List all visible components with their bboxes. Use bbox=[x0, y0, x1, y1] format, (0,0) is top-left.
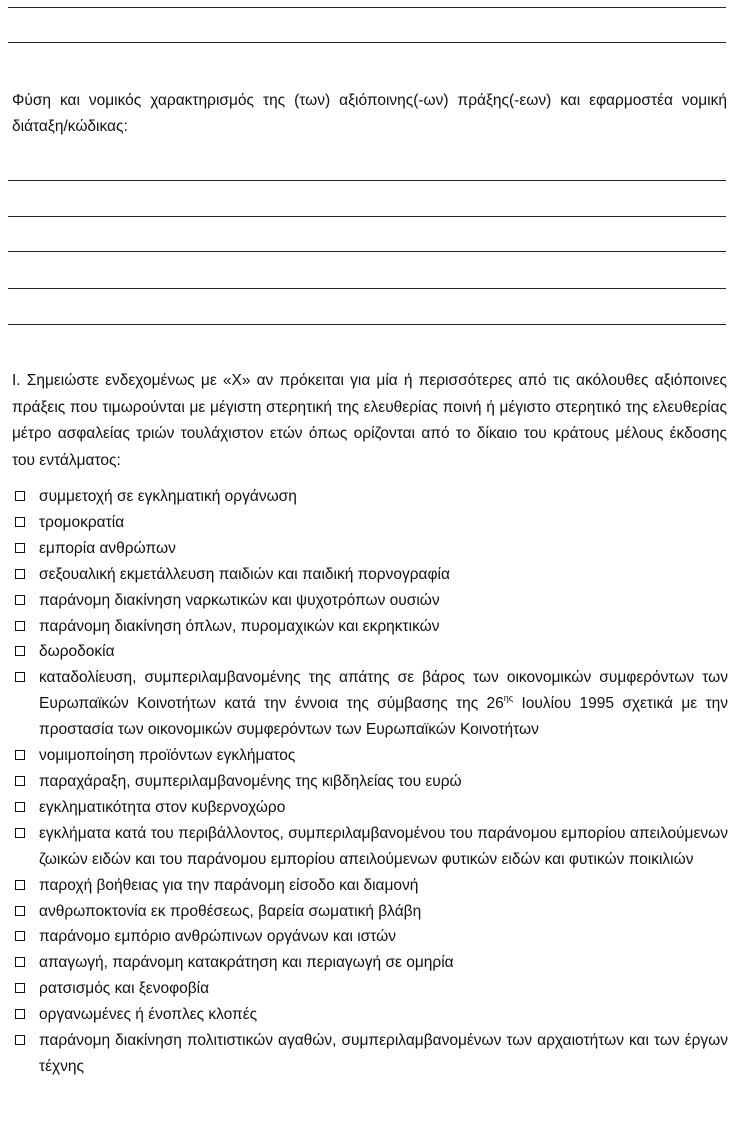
fraud-text: καταδολίευση, συμπεριλαμβανομένης της απάτης σε βάρος των οικονομικών συμφερόντων των Ευρωπαϊκών Κοινοτήτων κατά την έννοια της σύμβασης της 26 bbox=[39, 669, 728, 713]
offence-checklist bbox=[12, 484, 728, 1080]
offence-item[interactable] bbox=[12, 510, 728, 536]
offence-item[interactable] bbox=[12, 795, 728, 821]
offence-label: παράνομη διακίνηση όπλων, πυρομαχικών και εκρηκτικών bbox=[39, 617, 440, 635]
offence-item[interactable] bbox=[12, 821, 728, 873]
blank-line[interactable] bbox=[8, 251, 726, 252]
offence-item-fraud[interactable] bbox=[12, 665, 728, 743]
blank-line[interactable] bbox=[8, 324, 726, 325]
offence-label: τρομοκρατία bbox=[39, 513, 125, 531]
ordinal-superscript: ης bbox=[503, 693, 514, 704]
checkbox[interactable] bbox=[15, 621, 25, 631]
offence-label: νομιμοποίηση προϊόντων εγκλήματος bbox=[39, 747, 296, 765]
blank-line[interactable] bbox=[8, 7, 726, 8]
offence-label: δωροδοκία bbox=[39, 643, 115, 661]
checkbox[interactable] bbox=[15, 517, 25, 527]
offence-item[interactable] bbox=[12, 769, 728, 795]
checkbox[interactable] bbox=[15, 983, 25, 993]
offence-item[interactable] bbox=[12, 899, 728, 925]
offence-item[interactable] bbox=[12, 614, 728, 640]
checkbox[interactable] bbox=[15, 802, 25, 812]
offence-label: ρατσισμός και ξενοφοβία bbox=[39, 980, 210, 998]
nature-of-offence-heading: Φύση και νομικός χαρακτηρισμός της (των) αξιόποινης(-ων) πράξης(-εων) και εφαρμοστέα νομική διάταξη/κώδικας: bbox=[12, 92, 727, 135]
offence-label: απαγωγή, παράνομη κατακράτηση και περιαγωγή σε ομηρία bbox=[39, 954, 454, 972]
checkbox[interactable] bbox=[15, 931, 25, 941]
offence-item[interactable] bbox=[12, 588, 728, 614]
offence-item[interactable] bbox=[12, 924, 728, 950]
offence-label: εγκλήματα κατά του περιβάλλοντος, συμπεριλαμβανομένου του παράνομου εμπορίου απειλούμενων ζωικών ειδών και του παράνομου εμπορίου απειλούμενων φυτικών ειδών και φυτικών ποικιλιών bbox=[39, 824, 728, 868]
offence-item[interactable] bbox=[12, 484, 728, 510]
checkbox[interactable] bbox=[15, 957, 25, 967]
checkbox[interactable] bbox=[15, 880, 25, 890]
section-i-intro: I. Σημειώστε ενδεχομένως με «Χ» αν πρόκειται για μία ή περισσότερες από τις ακόλουθες αξιόποινες πράξεις που τιμωρούνται με μέγιστη στερητική της ελευθερίας ποινή ή μέγιστο στερητικό της ελευθερίας μέτρο ασφαλείας τριών τουλάχιστον ετών όπως ορίζονται από το δίκαιο του κράτους μέλους έκδοσης του εντάλματος: bbox=[12, 372, 727, 469]
checkbox[interactable] bbox=[15, 1009, 25, 1019]
offence-label: παραχάραξη, συμπεριλαμβανομένης της κιβδηλείας του ευρώ bbox=[39, 772, 462, 790]
offence-label: ανθρωποκτονία εκ προθέσεως, βαρεία σωματική βλάβη bbox=[39, 902, 422, 920]
blank-line[interactable] bbox=[8, 288, 726, 289]
offence-label: εγκληματικότητα στον κυβερνοχώρο bbox=[39, 798, 286, 816]
offence-item[interactable] bbox=[12, 743, 728, 769]
offence-label bbox=[39, 665, 728, 743]
checkbox[interactable] bbox=[15, 569, 25, 579]
offence-item[interactable] bbox=[12, 536, 728, 562]
fraud-text-continued: Ιουλίου 1995 σχετικά με την προστασία των οικονομικών συμφερόντων των Ευρωπαϊκών Κοινοτήτων bbox=[39, 695, 729, 739]
checkbox[interactable] bbox=[15, 646, 25, 656]
offence-label: παράνομη διακίνηση πολιτιστικών αγαθών, συμπεριλαμβανομένων των αρχαιοτήτων και των έργων τέχνης bbox=[39, 1032, 728, 1075]
offence-item[interactable] bbox=[12, 1002, 728, 1028]
checkbox[interactable] bbox=[15, 828, 25, 838]
blank-line[interactable] bbox=[8, 180, 726, 181]
offence-label: οργανωμένες ή ένοπλες κλοπές bbox=[39, 1006, 258, 1024]
offence-item[interactable] bbox=[12, 639, 728, 665]
checkbox[interactable] bbox=[15, 543, 25, 553]
offence-label: εμπορία ανθρώπων bbox=[39, 539, 176, 557]
offence-item[interactable] bbox=[12, 950, 728, 976]
checkbox[interactable] bbox=[15, 672, 25, 682]
checkbox[interactable] bbox=[15, 750, 25, 760]
offence-item[interactable] bbox=[12, 562, 728, 588]
blank-line[interactable] bbox=[8, 42, 726, 43]
offence-item[interactable] bbox=[12, 1028, 728, 1080]
offence-label: παράνομη διακίνηση ναρκωτικών και ψυχοτρόπων ουσιών bbox=[39, 591, 440, 609]
offence-label: συμμετοχή σε εγκληματική οργάνωση bbox=[39, 488, 297, 505]
offence-item[interactable] bbox=[12, 873, 728, 899]
offence-item[interactable] bbox=[12, 976, 728, 1002]
blank-line[interactable] bbox=[8, 216, 726, 217]
offence-label: σεξουαλική εκμετάλλευση παιδιών και παιδική πορνογραφία bbox=[39, 565, 450, 583]
checkbox[interactable] bbox=[15, 906, 25, 916]
checkbox[interactable] bbox=[15, 776, 25, 786]
checkbox[interactable] bbox=[15, 1035, 25, 1045]
checkbox[interactable] bbox=[15, 595, 25, 605]
offence-label: παράνομο εμπόριο ανθρώπινων οργάνων και ιστών bbox=[39, 928, 396, 946]
offence-label: παροχή βοήθειας για την παράνομη είσοδο και διαμονή bbox=[39, 876, 419, 894]
checkbox[interactable] bbox=[15, 491, 25, 501]
